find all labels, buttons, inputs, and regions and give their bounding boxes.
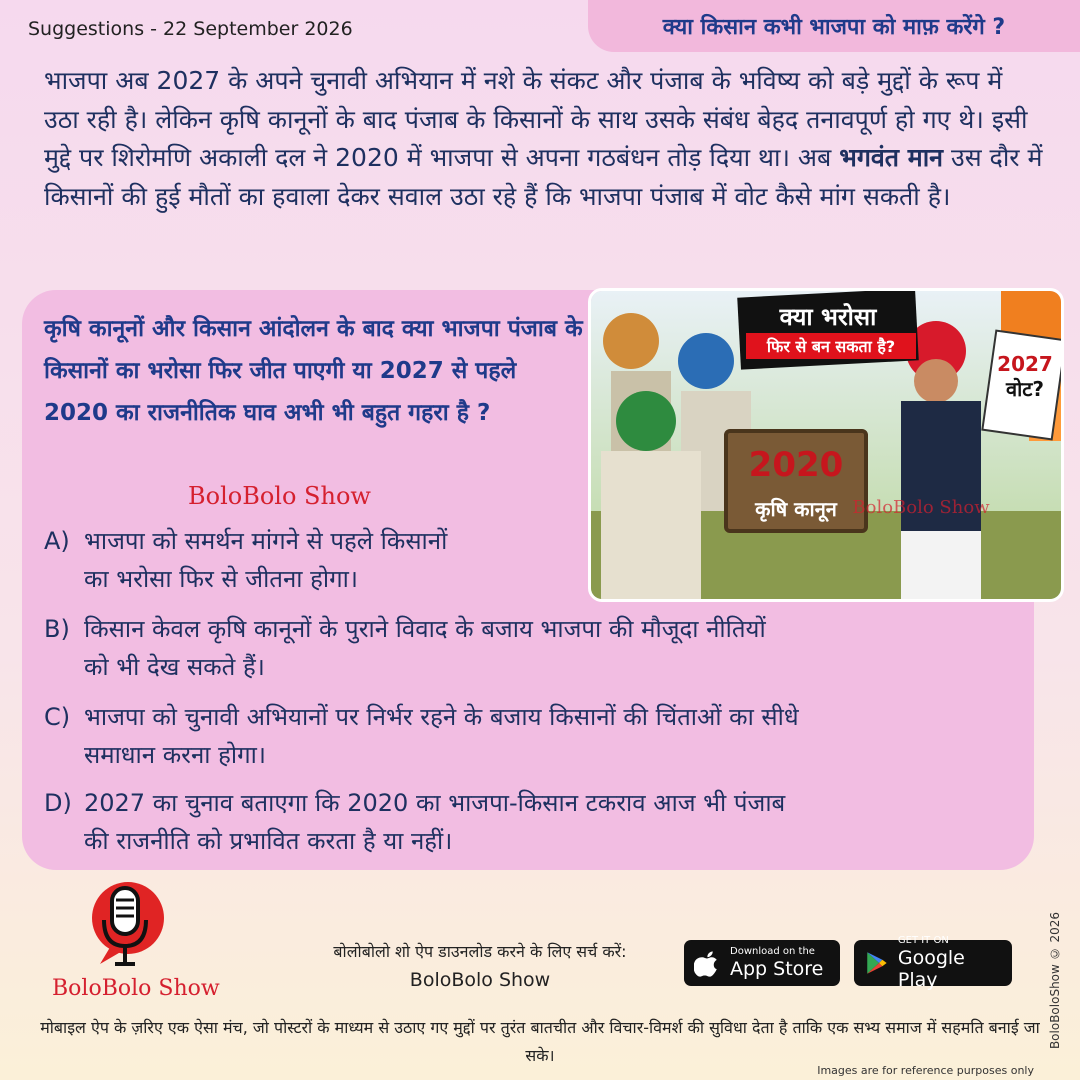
option-b-letter: B)	[44, 615, 70, 643]
option-c-line1: भाजपा को चुनावी अभियानों पर निर्भर रहने के बजाय किसानों की चिंताओं का सीधे	[84, 703, 799, 731]
intro-paragraph	[44, 62, 1044, 216]
option-a-letter: A)	[44, 527, 70, 555]
photo-watermark: BoloBolo Show	[852, 497, 990, 518]
illustration-photo	[588, 288, 1064, 602]
intro-bold-name: भगवंत मान	[839, 143, 944, 172]
option-a[interactable]	[44, 522, 584, 598]
option-d-line1: 2027 का चुनाव बताएगा कि 2020 का भाजपा-किसान टकराव आज भी पंजाब	[84, 789, 786, 817]
option-c-line2: समाधान करना होगा।	[84, 741, 266, 769]
placard-year: 2027	[997, 352, 1053, 376]
option-d-letter: D)	[44, 789, 72, 817]
option-d[interactable]	[44, 784, 1024, 860]
turban-icon-1	[603, 313, 659, 369]
option-a-line2: का भरोसा फिर से जीतना होगा।	[84, 565, 358, 593]
option-c[interactable]	[44, 698, 1024, 774]
option-d-line2: की राजनीति को प्रभावित करता है या नहीं।	[84, 827, 453, 855]
date-line: Suggestions - 22 September 2026	[28, 18, 353, 40]
banner-line2: फिर से बन सकता है?	[766, 337, 896, 356]
brand-watermark: BoloBolo Show	[188, 482, 371, 510]
option-b[interactable]	[44, 610, 1024, 686]
logo-label: BoloBolo Show	[52, 976, 220, 1001]
download-prompt	[300, 938, 660, 994]
option-b-line2: को भी देख सकते हैं।	[84, 653, 265, 681]
illustration-svg	[591, 291, 1061, 599]
google-play-icon	[864, 949, 890, 977]
appstore-big: App Store	[730, 958, 824, 980]
mission-statement: मोबाइल ऐप के ज़रिए एक ऐसा मंच, जो पोस्टरों के माध्यम से उठाए गए मुद्दों पर तुरंत बातचीत और विचार-विमर्श की सुविधा देता है ताकि एक सभ्य समाज में सहमति बनाई जा सके।	[40, 1018, 1040, 1065]
question-text: कृषि कानूनों और किसान आंदोलन के बाद क्या भाजपा पंजाब के किसानों का भरोसा फिर जीत पाएगी या 2027 से पहले 2020 का राजनीतिक घाव अभी भी बहुत गहरा है ?	[44, 316, 583, 426]
option-a-line1: भाजपा को समर्थन मांगने से पहले किसानों	[84, 527, 448, 555]
banner-line1: क्या भरोसा	[779, 303, 877, 331]
headline-tag-text: क्या किसान कभी भाजपा को माफ़ करेंगे ?	[662, 15, 1006, 40]
appstore-small: Download on the	[730, 946, 815, 957]
google-small: GET IT ON	[897, 935, 949, 946]
copyright: BoloBoloShow © 2026	[1048, 912, 1062, 1050]
search-prompt: बोलोबोलो शो ऐप डाउनलोड करने के लिए सर्च करें:	[333, 942, 627, 961]
google-play-button[interactable]	[854, 935, 1012, 991]
intro-part-2: उस दौर में किसानों की हुई मौतों का हवाला देकर सवाल उठा रहे हैं कि भाजपा पंजाब में वोट कैसे मांग सकती है।	[44, 143, 1043, 211]
placard-text: वोट?	[1006, 377, 1044, 401]
sign-text: कृषि कानून	[755, 497, 837, 521]
option-b-line1: किसान केवल कृषि कानूनों के पुराने विवाद के बजाय भाजपा की मौजूदा नीतियों	[84, 615, 766, 643]
app-store-button[interactable]	[684, 940, 840, 986]
turban-icon-3	[616, 391, 676, 451]
option-c-letter: C)	[44, 703, 71, 731]
headline-tag	[588, 0, 1080, 52]
disclaimer: Images are for reference purposes only	[817, 1064, 1034, 1077]
farmer-3	[601, 451, 701, 599]
search-term: BoloBolo Show	[409, 969, 551, 991]
intro-part-1: भाजपा अब 2027 के अपने चुनावी अभियान में नशे के संकट और पंजाब के भविष्य को बड़े मुद्दों के रूप में उठा रही है। लेकिन कृषि कानूनों के बाद पंजाब के किसानों के साथ उसके संबंध बेहद तनावपूर्ण हो गए थे। इसी मुद्दे पर शिरोमणि अकाली दल ने 2020 में भाजपा से अपना गठबंधन तोड़ दिया था। अब	[44, 66, 1028, 172]
politician-face	[914, 359, 958, 403]
sign-year: 2020	[748, 445, 844, 485]
apple-icon	[694, 949, 722, 977]
turban-icon-2	[678, 333, 734, 389]
google-big: Google Play	[897, 947, 965, 991]
politician-kurta	[901, 531, 981, 599]
